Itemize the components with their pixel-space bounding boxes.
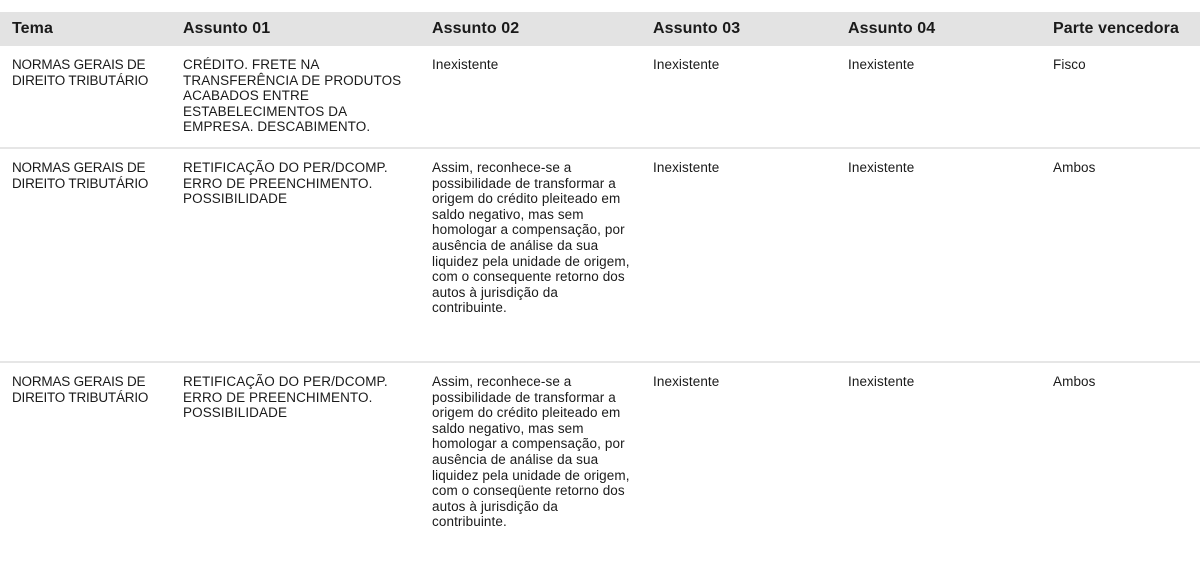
cell-assunto-04: Inexistente [848,160,915,175]
header-assunto-04: Assunto 04 [848,20,936,38]
header-tema: Tema [12,20,54,38]
cell-assunto-01: RETIFICAÇÃO DO PER/DCOMP. ERRO DE PREENCHIMENTO. POSSIBILIDADE [183,160,388,207]
header-parte-vencedora: Parte vencedora [1053,20,1180,38]
cell-tema: NORMAS GERAIS DE DIREITO TRIBUTÁRIO [12,57,149,88]
cell-tema: NORMAS GERAIS DE DIREITO TRIBUTÁRIO [12,374,149,405]
cell-tema: NORMAS GERAIS DE DIREITO TRIBUTÁRIO [12,160,149,191]
cell-assunto-02: Assim, reconhece-se a possibilidade de transformar a origem do crédito pleiteado em saldo negativo, mas sem homologar a compensação, por ausência de análise da sua liquidez pela unidade de origem, com o consequente retorno dos autos à jurisdição da contribuinte. [432,160,630,316]
cell-parte-vencedora: Fisco [1053,57,1086,72]
cell-parte-vencedora: Ambos [1053,160,1096,175]
table-row [0,149,1200,363]
cell-assunto-03: Inexistente [653,160,720,175]
header-assunto-01: Assunto 01 [183,20,271,38]
cell-assunto-04: Inexistente [848,57,915,72]
table-row [0,363,1200,551]
header-assunto-03: Assunto 03 [653,20,741,38]
cell-assunto-03: Inexistente [653,374,720,389]
cell-assunto-02: Assim, reconhece-se a possibilidade de transformar a origem do crédito pleiteado em saldo negativo, mas sem homologar a compensação, por ausência de análise da sua liquidez pela unidade de origem, com o conseqüente retorno dos autos à jurisdição da contribuinte. [432,374,630,530]
table-header-row [0,12,1200,46]
header-assunto-02: Assunto 02 [432,20,520,38]
cell-assunto-02: Inexistente [432,57,499,72]
cell-assunto-01: RETIFICAÇÃO DO PER/DCOMP. ERRO DE PREENCHIMENTO. POSSIBILIDADE [183,374,388,421]
cell-assunto-01: CRÉDITO. FRETE NA TRANSFERÊNCIA DE PRODUTOS ACABADOS ENTRE ESTABELECIMENTOS DA EMPRESA. DESCABIMENTO. [183,57,402,135]
decisions-table [0,12,1200,551]
cell-parte-vencedora: Ambos [1053,374,1096,389]
cell-assunto-03: Inexistente [653,57,720,72]
table-row [0,46,1200,149]
cell-assunto-04: Inexistente [848,374,915,389]
